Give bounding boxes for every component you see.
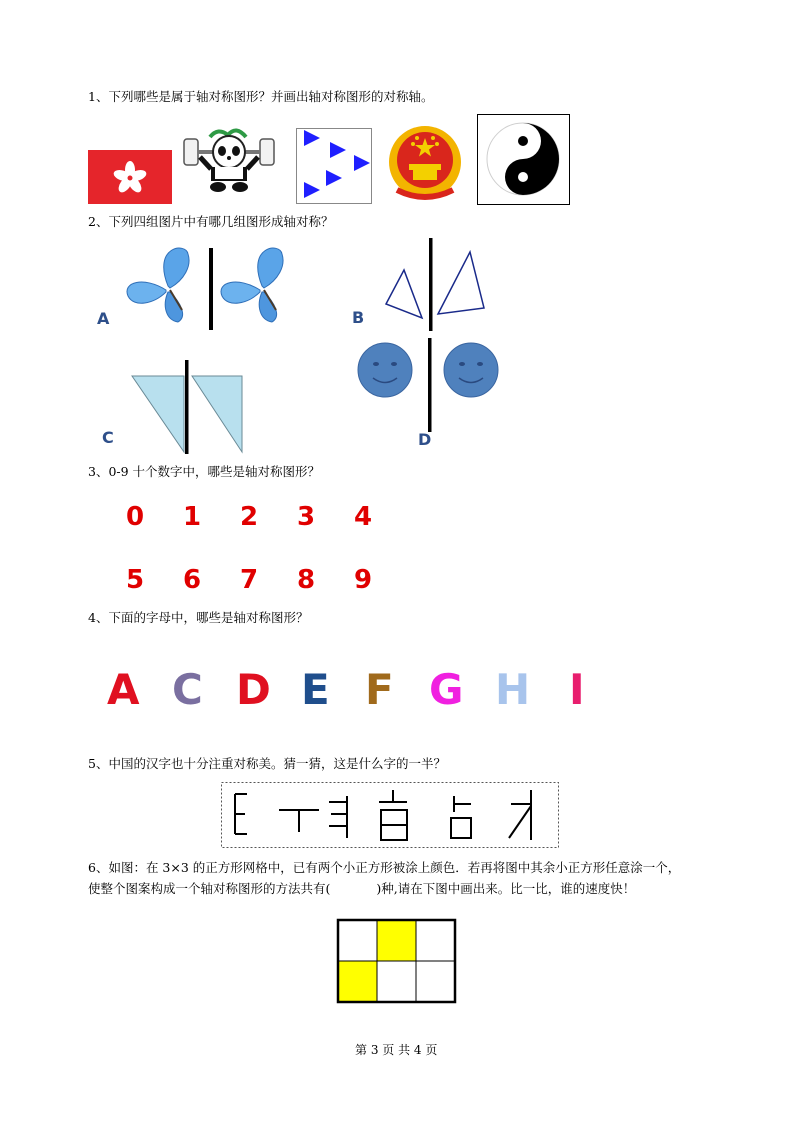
group-a-label: A (97, 309, 110, 328)
grid-cell-1-2[interactable] (416, 961, 455, 1002)
question-2-text: 2、下列四组图片中有哪几组图形成轴对称？ (88, 214, 334, 229)
butterfly-icon (221, 248, 283, 322)
page-number: 第 3 页 共 4 页 (355, 1043, 438, 1057)
digit-9: 9 (354, 565, 373, 595)
digit-5: 5 (126, 565, 145, 595)
butterfly-icon (127, 248, 189, 322)
grid-cell-0-0[interactable] (338, 920, 377, 961)
smiley-pair-group-d (355, 338, 501, 432)
weightlifting-panda-icon (182, 127, 276, 193)
letter-a: A (107, 665, 140, 714)
letter-h: H (495, 665, 531, 714)
question-3-text: 3、0-9 十个数字中，哪些是轴对称图形？ (88, 464, 321, 479)
grid-cell-0-2[interactable] (416, 920, 455, 961)
three-by-three-grid[interactable] (336, 918, 458, 1004)
digit-4: 4 (354, 502, 373, 532)
letter-d: D (236, 665, 271, 714)
hong-kong-flag-icon (88, 150, 172, 204)
digit-8: 8 (297, 565, 316, 595)
digit-1: 1 (183, 502, 202, 532)
half-character-strokes (221, 782, 559, 848)
letter-g: G (429, 665, 464, 714)
digit-0: 0 (126, 502, 145, 532)
smiley-face-icon (358, 343, 412, 397)
digit-7: 7 (240, 565, 259, 595)
letter-e: E (301, 665, 330, 714)
question-5-text: 5、中国的汉字也十分注重对称美。猜一猜，这是什么字的一半？ (88, 756, 446, 771)
question-4-text: 4、下面的字母中，哪些是轴对称图形？ (88, 610, 309, 625)
grid-cell-1-0[interactable] (338, 961, 377, 1002)
national-emblem-icon (387, 124, 463, 204)
question-6-text (88, 857, 688, 899)
group-c-label: C (102, 428, 114, 447)
right-triangle-pair-group-c (128, 360, 248, 454)
group-d-label: D (418, 430, 432, 449)
letter-i: I (569, 665, 585, 714)
letter-c: C (172, 665, 203, 714)
letter-f: F (365, 665, 394, 714)
question-6-text-after: )种,请在下图中画出来。比一比，谁的速度快！ (376, 881, 636, 896)
group-b-label: B (352, 308, 365, 327)
question-1-text: 1、下列哪些是属于轴对称图形？并画出轴对称图形的对称轴。 (88, 89, 434, 104)
grid-cell-0-1[interactable] (377, 920, 416, 961)
digit-3: 3 (297, 502, 316, 532)
question-6-text-before: 6、如图：在 3×3 的正方形网格中，已有两个小正方形被涂上颜色．若再将图中其余小正方形任意涂一个，使整个图案构成一个轴对称图形的方法共有( (88, 860, 681, 896)
yin-yang-icon (477, 114, 570, 205)
butterfly-pair-group-a (122, 246, 292, 330)
grid-cell-1-1[interactable] (377, 961, 416, 1002)
blue-triangles-icon (296, 128, 372, 204)
triangle-pair-group-b (380, 238, 490, 332)
smiley-face-icon (444, 343, 498, 397)
digit-6: 6 (183, 565, 202, 595)
digit-2: 2 (240, 502, 259, 532)
